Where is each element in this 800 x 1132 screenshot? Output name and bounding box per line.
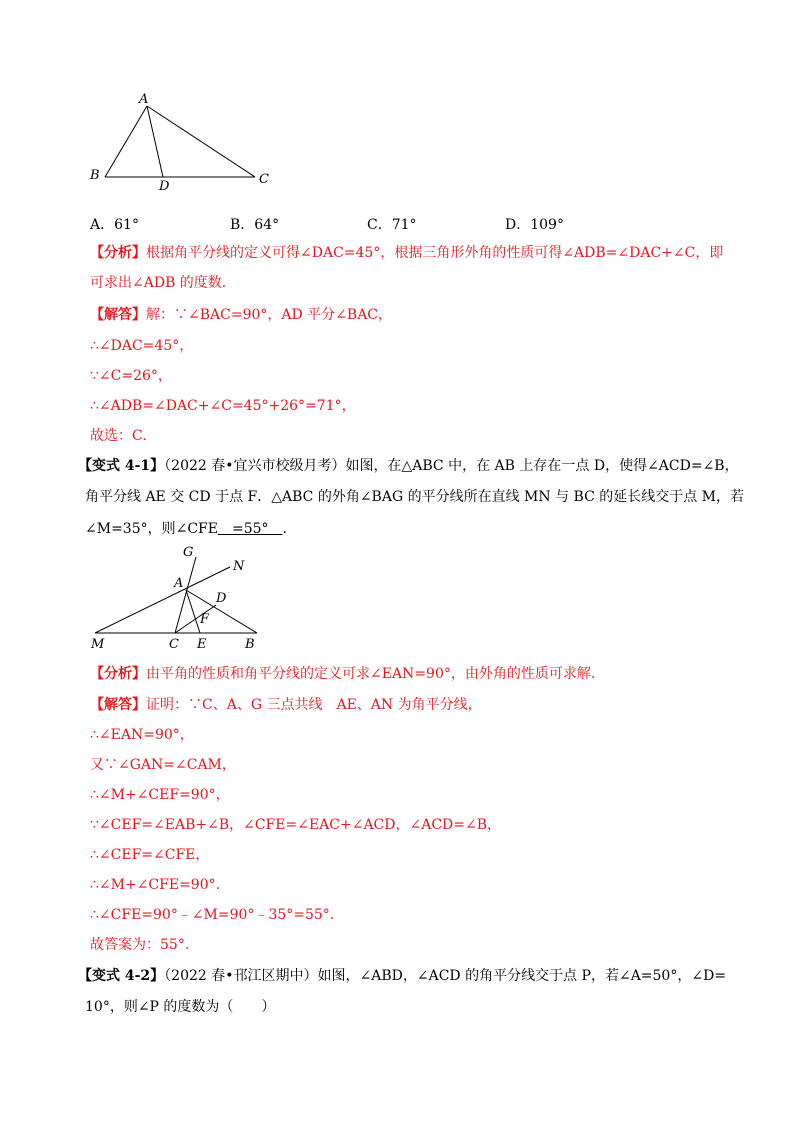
q1-solution-line4: ∴∠ADB=∠DAC+∠C=45°+26°=71°， (90, 398, 356, 414)
option-d: D．109° (505, 217, 564, 233)
label-e: E (197, 637, 207, 652)
q2-solution-line1: 【解答】证明：∵C、A、G 三点共线 AE、AN 为角平分线， (90, 697, 482, 713)
q2-solution-line4: ∴∠M+∠CEF=90°， (90, 787, 230, 803)
q2-line1: 【变式 4-1】（2022 春•宜兴市校级月考）如图，在△ABC 中，在 AB 上存在一点 D，使得∠ACD=∠B， (78, 458, 739, 474)
q3-line1: 【变式 4-2】（2022 春•邗江区期中）如图，∠ABD，∠ACD 的角平分线交于点 P，若∠A=50°，∠D= (78, 968, 727, 984)
q1-solution-line5: 故选：C. (90, 428, 147, 444)
option-a: A．61° (90, 217, 139, 233)
q2-solution-line8: ∴∠CFE=90°﹣∠M=90°﹣35°=55°. (90, 907, 335, 923)
label-b: B (90, 168, 100, 183)
option-c: C．71° (367, 217, 417, 233)
q2-solution-line6: ∴∠CEF=∠CFE， (90, 847, 210, 863)
q2-solution-line7: ∴∠M+∠CFE=90°. (90, 877, 221, 893)
label-n: N (233, 559, 245, 574)
label-d: D (216, 591, 227, 606)
q2-answer: =55° (218, 521, 283, 537)
label-m: M (91, 637, 105, 652)
q2-line3: ∠M=35°，则∠CFE =55° . (85, 521, 287, 537)
line-cg (175, 557, 196, 633)
label-a: A (174, 576, 184, 591)
label-f: F (200, 612, 210, 627)
q1-solution-line3: ∵∠C=26°， (90, 368, 172, 384)
q2-solution-line9: 故答案为：55°. (90, 937, 190, 953)
label-b: B (245, 637, 255, 652)
option-b: B．64° (230, 217, 280, 233)
line-mn (95, 567, 230, 633)
segment-ad (147, 106, 163, 177)
q2-solution-line5: ∵∠CEF=∠EAB+∠B，∠CFE=∠EAC+∠ACD，∠ACD=∠B， (90, 817, 502, 833)
segment-ac (147, 106, 255, 177)
q3-line2: 10°，则∠P 的度数为（ ） (85, 999, 276, 1015)
label-g: G (183, 545, 194, 560)
label-c: C (259, 172, 269, 187)
figure-triangle-abd (85, 88, 285, 198)
q2-analysis: 【分析】由平角的性质和角平分线的定义可求∠EAN=90°，由外角的性质可求解. (90, 666, 596, 682)
label-a: A (139, 92, 149, 107)
q1-solution-line1: 【解答】解：∵∠BAC=90°，AD 平分∠BAC， (90, 307, 393, 323)
q2-solution-line2: ∴∠EAN=90°， (90, 727, 194, 743)
q1-analysis-line2: 可求出∠ADB 的度数. (90, 275, 227, 291)
label-d: D (159, 179, 170, 194)
q2-solution-line3: 又∵∠GAN=∠CAM， (90, 757, 236, 773)
q1-analysis-line1: 【分析】根据角平分线的定义可得∠DAC=45°，根据三角形外角的性质可得∠ADB=∠DAC+∠C，即 (90, 245, 724, 261)
figure-triangle-mnb (85, 540, 285, 652)
q2-line2: 角平分线 AE 交 CD 于点 F．△ABC 的外角∠BAG 的平分线所在直线 MN 与 BC 的延长线交于点 M，若 (85, 489, 745, 505)
segment-ab (105, 106, 147, 177)
label-c: C (169, 637, 179, 652)
segment-ae (186, 590, 200, 633)
q1-solution-line2: ∴∠DAC=45°， (90, 338, 194, 354)
